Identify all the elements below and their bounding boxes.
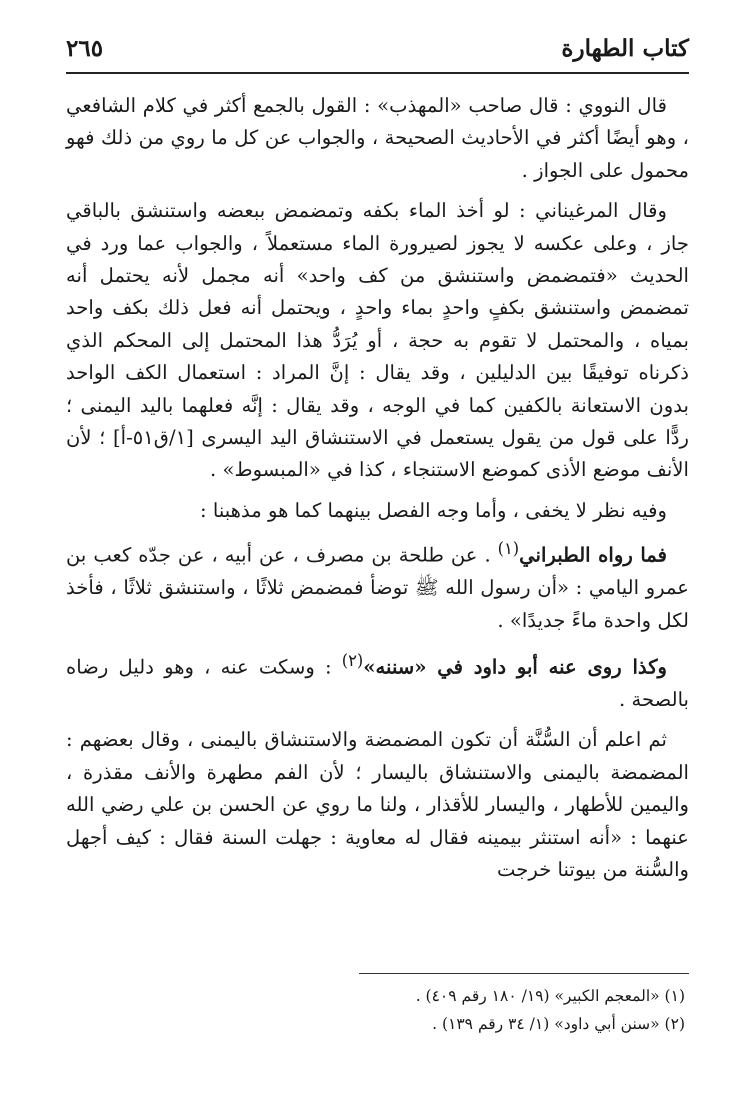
footnote-1: (١) «المعجم الكبير» (١٩/ ١٨٠ رقم ٤٠٩) .	[415, 987, 685, 1005]
running-head: كتاب الطهارة	[561, 34, 689, 62]
paragraph-marghinani: وقال المرغيناني : لو أخذ الماء بكفه وتمضمض ببعضه واستنشق بالباقي جاز ، وعلى عكسه لا يجوز لصيرورة الماء مستعملاً ، والجواب عما ورد في الحديث «فتمضمض واستنشق من كف واحد» أنه مجمل لأنه يحتمل أنه تمضمض واستنشق بكفٍ واحدٍ بماء واحدٍ ، ويحتمل أنه فعل ذلك بكف واحد بمياه ، والمحتمل لا تقوم به حجة ، أو يُرَدُّ هذا المحتمل إلى المحكم الذي ذكرناه توفيقًا بين الدليلين ، وقد يقال : إنَّ المراد : استعمال الكف الواحد بدون الاستعانة بالكفين كما في الوجه ، وقد يقال : إنَّه فعلهما باليد اليمنى ؛ ردًّا على قول من يقول يستعمل في الاستنشاق اليد اليسرى [١/ق٥١-أ] ؛ لأن الأنف موضع الأذى كموضع الاستنجاء ، كذا في «المبسوط» .	[66, 199, 689, 482]
paragraph-objection: وفيه نظر لا يخفى ، وأما وجه الفصل بينهما كما هو مذهبنا :	[200, 498, 667, 522]
paragraph-nawawi: قال النووي : قال صاحب «المهذب» : القول بالجمع أكثر في كلام الشافعي ، وهو أيضًا أكثر في الأحاديث الصحيحة ، والجواب عن كل ما روي من ذلك فهو محمول على الجواز .	[66, 94, 689, 182]
footnote-2: (٢) «سنن أبي داود» (١/ ٣٤ رقم ١٣٩) .	[432, 1015, 685, 1033]
footnote-ref-2: (٢)	[341, 651, 364, 671]
page-number: ٢٦٥	[66, 34, 104, 62]
footnote-rule	[359, 973, 689, 974]
paragraph-sunnah: ثم اعلم أن السُّنَّة أن تكون المضمضة والاستنشاق باليمنى ، وقال بعضهم : المضمضة باليمنى والاستنشاق باليسار ؛ لأن الفم مطهرة والأنف مقذرة ، واليمين للأطهار ، واليسار للأقذار ، ولنا ما روي عن الحسن بن علي رضي الله عنهما : «أنه استنثر بيمينه فقال له معاوية : جهلت السنة فقال : كيف أجهل والسُّنة من بيوتنا خرجت	[66, 728, 689, 881]
footnotes	[66, 982, 689, 1038]
abu-dawud-text: : وسكت عنه ، وهو دليل رضاه بالصحة .	[66, 655, 689, 711]
paragraph-tabarani	[66, 533, 689, 637]
tabarani-text: . عن طلحة بن مصرف ، عن أبيه ، عن جدّه كعب بن عمرو اليامي : «أن رسول الله ﷺ توضأ فمضمض ثلاثًا ، واستنشق ثلاثًا ، فأخذ لكل واحدة ماءً جديدًا» .	[66, 543, 689, 632]
paragraph-abu-dawud	[66, 645, 689, 716]
main-text	[66, 90, 689, 960]
abu-dawud-lead: وكذا روى عنه أبو داود في «سننه»	[363, 655, 667, 679]
header-rule	[66, 72, 689, 74]
page-header	[66, 26, 689, 70]
tabarani-lead: فما رواه الطبراني	[519, 543, 667, 567]
footnote-ref-1: (١)	[497, 539, 520, 559]
